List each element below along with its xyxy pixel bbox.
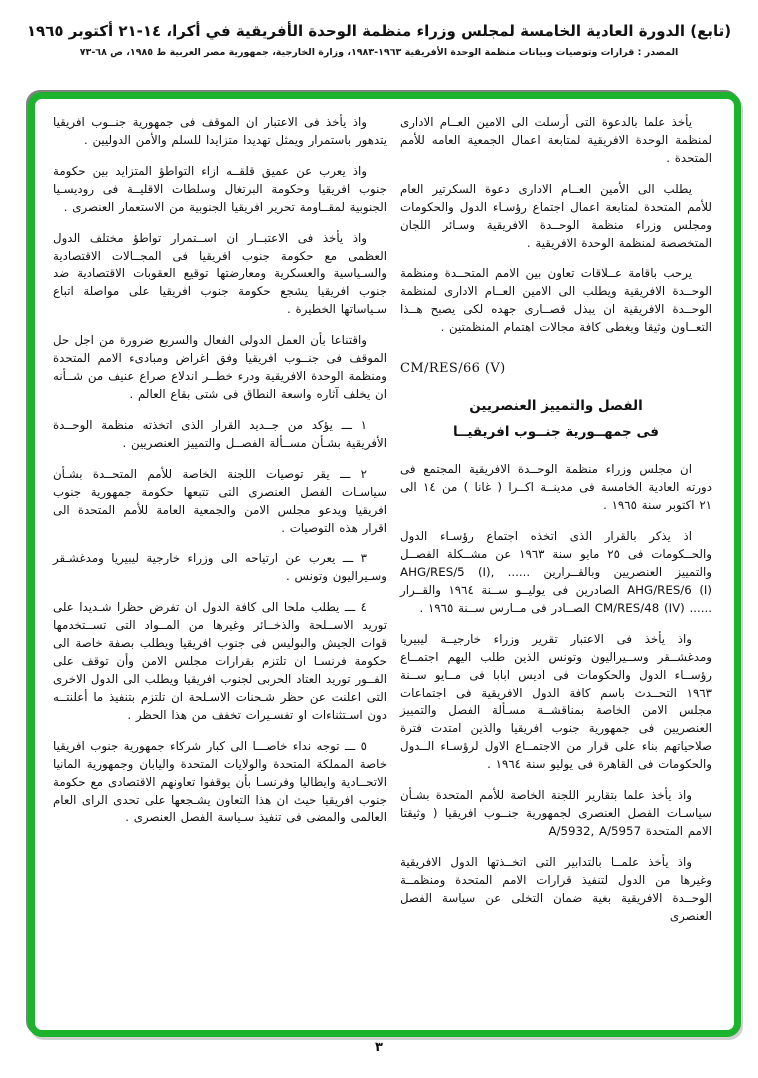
paragraph: واذ يأخذ علمــا بالتدابير التى اتخــذتها الدول الافريقية وغيرها من الدول لتنفيذ قرارات الامم المتحدة ومنظمــة الوحــدة الافريقية بغية ضمان التخلى عن سياسة الفصل العنصرى	[400, 854, 712, 923]
paragraph: يطلب الى الأمين العــام الادارى دعوة السكرتير العام للأمم المتحدة لمتابعة اعمال اجتماع رؤسـاء الدول والحكومات ومجلس وزراء منظمة الوحــدة الافريقية وسـائر اللجان المتخصصة لمنظمة الوحدة الافريقية .	[400, 181, 712, 250]
paragraph: واذ يأخذ فى الاعتبار ان الموقف فى جمهورية جنــوب افريقيا يتدهور باستمرار ويمثل تهديدا متزايدا للسلم والأمن الدوليين .	[53, 115, 387, 147]
section-heading-line2: فى جمهــورية جنــوب افريقيــا	[453, 423, 659, 440]
paragraph: اذ يذكر بالقرار الذى اتخذه اجتماع رؤسـاء الدول والحــكومات فى ٢٥ مايو سنة ١٩٦٣ عن مشــكلة الفصــل والتمييز العنصريين وبالقــرارين ...... AHG/RES/5 (I), AHG/RES/6 (I) الصادرين فى يوليــو ســنة ١٩٦٤ والقــرار ...... CM/RES/48 (IV) الصــادر فى مــارس ســنة ١٩٦٥ .	[400, 529, 713, 615]
numbered-item-2: ٢ ـــ يقر توصيات اللجنة الخاصة للأمم المتحــدة بشـأن سياسـات الفصل العنصرى التى تتبعها حكومة جمهورية جنوب افريقيا ويدعو مجلس الامن والجمعية العامة للأمم المتحدة الى اقرار هذه التوصيات .	[53, 466, 387, 535]
paragraph: واذ يأخذ فى الاعتبار تقرير وزراء خارجيــة ليبيريا ومدغشــقر وســيراليون وتونس الذين طلب اليهم اجتمــاع رؤســاء الدول والحكومات فى اديس ابابا فى مــايو ســنة ١٩٦٣ التحــدث باسم كافة الدول الافريقية فى اجتماعات مجلس الامن الخاصة بمناقشــة مسـألة الفصل والتمييز العنصريين فى جمهورية جنوب افريقيا والذين امتدت فترة صلاحياتهم بناء على قرار من الاجتمــاع الاول لرؤسـاء الــدول والحكومات فى القاهرة فى يوليو سنة ١٩٦٤ .	[400, 631, 712, 772]
numbered-item-4: ٤ ـــ يطلب ملحا الى كافة الدول ان تفرض حظرا شـديدا على توريد الاســلحة والذخــائر وغيرها من المــواد التى تســتخدمها قوات الجيش والبوليس فى جنوب افريقيا ويطلب بصفة خاصة الى حكومة فرنسـا ان تلتزم بقرارات مجلس الامن وأن توقف على الفــور توريد العتاد الحربى لجنوب افريقيا ويطلب الى الدول الاخرى التى اعلنت عن حظر شـحنات الاسـلحة ان تلتزم بتنفيذ ما أعلنتــه دون اسـتثناءات او تفسـيرات تخفف من هذا الحظر .	[53, 600, 387, 722]
numbered-item-5: ٥ ـــ توجه نداء خاصـــا الى كبار شركاء جمهورية جنوب افريقيا خاصة المملكة المتحدة والولايات المتحدة واليابان وجمهورية المانيا الاتحــادية وايطاليا وفرنسـا بأن يوقفوا تعاونهم الاقتصادى مع حكومة جنوب افريقيا حيث ان هذا التعاون يشـجعها على تحدى الراى العام العالمى والمضى فى تنفيذ سـياسة الفصل العنصرى .	[53, 738, 387, 825]
green-border-frame	[28, 92, 741, 1037]
paragraph: يأخذ علما بالدعوة التى أرسلت الى الامين العــام الادارى لمنظمة الوحدة الافريقية لمتابعة اعمال الجمعية العامه للأمم المتحدة .	[400, 115, 712, 165]
paragraph: يرحب باقامة عــلاقات تعاون بين الامم المتحــدة ومنظمة الوحــدة الافريقية ويطلب الى الامين العــام الادارى لمنظمة الوحــدة الافريقية ان يبذل قصــارى جهده لكى يصبح هــذا التعــاون وثيقا ويغطى كافة مجالات اهتمام المنظمتين .	[400, 266, 712, 335]
paragraph: واذ يأخذ فى الاعتبــار ان اســتمرار تواطؤ مختلف الدول العظمى مع حكومة جنوب افريقيا فى المجــالات الاقتصادية والسـياسية والعسكرية ومعارضتها توقيع العقوبات الاقتصادية ضد جنوب افريقيا يشجع حكومة جنوب افريقيا على مواصلة اتباع سـياساتها الخطيرة .	[53, 230, 387, 317]
paragraph: واذ يعرب عن عميق قلقــه ازاء التواطؤ المتزايد بين حكومة جنوب افريقيا وحكومة البرتغال وسلطات الاقليــة فى روديسـيا الجنوبية لمقــاومة تحرير افريقيا الجنوبية من الاستعمار العنصرى .	[53, 163, 387, 214]
page-title: (تابع) الدورة العادية الخامسة لمجلس وزراء منظمة الوحدة الأفريقية في أكرا، ١٤-٢١ أكتوبر ١٩٦٥	[26, 22, 732, 40]
section-heading-line1: الفصل والتمييز العنصريين	[469, 398, 643, 415]
numbered-item-1: ١ ـــ يؤكد من جــديد القرار الذى اتخذته منظمة الوحــدة الأفريقية بشـأن مســألة الفصــل والتمييز العنصريين .	[53, 417, 387, 450]
paragraph: واقتناعا بأن العمل الدولى الفعال والسريع ضرورة من اجل حل الموقف فى جنــوب افريقيا وفق اغراض ومبادىء الامم المتحدة ومنظمة الوحدة الافريقية ودرء خطــر اندلاع صراع عنيف من شــأنه ان يخلف آثاره واسعة النطاق فى شتى بقاع العالم .	[53, 333, 387, 401]
section-heading	[400, 394, 712, 445]
paragraph: واذ يأخذ علما بتقارير اللجنة الخاصة للأمم المتحدة بشـأن سياسـات الفصل العنصرى لجمهورية جنــوب افريقيا ( وثيقتا الامم المتحدة A/5932, A/5957	[400, 788, 712, 839]
numbered-item-3: ٣ ـــ يعرب عن ارتياحه الى وزراء خارجية ليبيريا ومدغشـقر وسـيراليون وتونس .	[53, 551, 387, 584]
left-column	[53, 114, 387, 840]
page-header	[0, 22, 758, 58]
paragraph: ان مجلس وزراء منظمة الوحــدة الافريقية المجتمع فى دورته العادية الخامسة فى مدينــة اكــرا ( غانا ) من ١٤ الى ٢١ اكتوبر سنة ١٩٦٥ .	[400, 462, 712, 513]
source-line: المصدر : قرارات وتوصيات وبيانات منظمة الوحدة الأفريقية ١٩٦٣-١٩٨٣، وزارة الخارجية، جمهورية مصر العربية ط ١٩٨٥، ص ٦٨-٧٣	[79, 47, 679, 58]
page-number: ٣	[375, 1040, 383, 1055]
right-column	[400, 114, 712, 939]
resolution-code: CM/RES/66 (V)	[400, 361, 506, 377]
